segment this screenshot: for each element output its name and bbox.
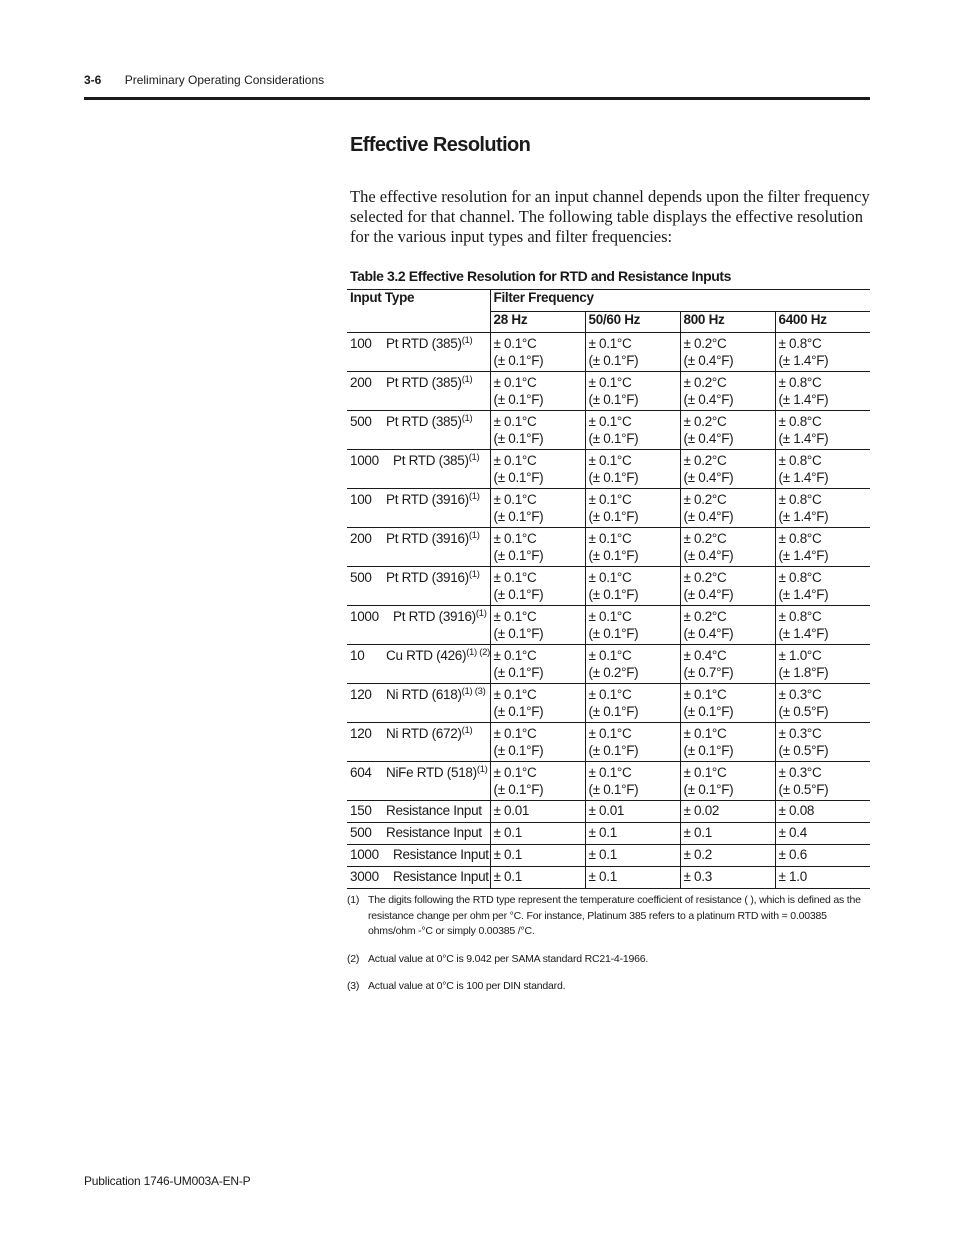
footnote-marker: (3): [347, 980, 360, 992]
resolution-fahrenheit: (± 1.4°F): [778, 508, 829, 524]
resolution-cell: [680, 723, 775, 762]
resolution-celsius: ± 0.2°C: [683, 609, 727, 624]
input-type-cell: [347, 845, 490, 867]
resolution-fahrenheit: (± 0.1°F): [588, 703, 639, 719]
resolution-fahrenheit: (± 0.5°F): [778, 742, 829, 758]
resolution-celsius: ± 0.2°C: [683, 453, 727, 468]
resolution-cell: [775, 801, 870, 823]
resolution-cell: [680, 645, 775, 684]
resolution-celsius: ± 0.1°C: [493, 609, 537, 624]
resolution-celsius: ± 0.3°C: [778, 726, 822, 741]
resolution-celsius: ± 0.8°C: [778, 570, 822, 585]
resolution-celsius: ± 0.1°C: [588, 609, 632, 624]
resolution-cell: [775, 450, 870, 489]
resolution-celsius: ± 0.8°C: [778, 492, 822, 507]
footnote-ref: (1): [468, 452, 480, 463]
column-header-filter-frequency: Filter Frequency: [490, 290, 870, 312]
resolution-cell: [490, 528, 585, 567]
resolution-fahrenheit: (± 1.4°F): [778, 352, 829, 368]
resolution-celsius: ± 0.1°C: [588, 687, 632, 702]
resolution-celsius: ± 0.8°C: [778, 375, 822, 390]
table-row: [347, 606, 870, 645]
resolution-cell: [490, 333, 585, 372]
table-row: [347, 645, 870, 684]
resolution-fahrenheit: (± 0.1°F): [493, 352, 544, 368]
input-type-cell: [347, 823, 490, 845]
input-type-name: Resistance Input: [393, 869, 489, 884]
resolution-cell: [490, 489, 585, 528]
resolution-celsius: ± 0.02: [683, 803, 720, 818]
footnote-ref: (1): [461, 413, 473, 424]
resolution-celsius: ± 0.4: [778, 825, 807, 840]
resolution-cell: [775, 867, 870, 889]
resolution-celsius: ± 0.2°C: [683, 570, 727, 585]
resolution-cell: [680, 801, 775, 823]
resolution-fahrenheit: (± 0.5°F): [778, 781, 829, 797]
resolution-fahrenheit: (± 0.4°F): [683, 508, 734, 524]
resolution-cell: [680, 845, 775, 867]
resolution-celsius: ± 0.1°C: [493, 375, 537, 390]
resolution-cell: [585, 567, 680, 606]
resolution-cell: [775, 372, 870, 411]
resolution-fahrenheit: (± 0.1°F): [493, 742, 544, 758]
column-header-input-type: Input Type: [347, 290, 490, 312]
resolution-celsius: ± 0.1°C: [588, 765, 632, 780]
input-type-name: Pt RTD (385): [386, 336, 462, 351]
resolution-cell: [585, 645, 680, 684]
table-row: [347, 845, 870, 867]
resolution-fahrenheit: (± 0.1°F): [493, 508, 544, 524]
resolution-table: [347, 289, 870, 889]
footnote-ref: (1): [468, 569, 480, 580]
input-type-name: Pt RTD (3916): [386, 531, 469, 546]
resolution-cell: [775, 762, 870, 801]
resolution-fahrenheit: (± 0.1°F): [493, 664, 544, 680]
resolution-fahrenheit: (± 0.4°F): [683, 625, 734, 641]
resolution-fahrenheit: (± 1.4°F): [778, 469, 829, 485]
footnote-text: Actual value at 0°C is 100 per DIN standard.: [368, 980, 566, 992]
resolution-fahrenheit: (± 1.8°F): [778, 664, 829, 680]
resolution-fahrenheit: (± 0.1°F): [493, 547, 544, 563]
input-type-cell: [347, 723, 490, 762]
resolution-fahrenheit: (± 0.1°F): [588, 742, 639, 758]
resolution-cell: [585, 762, 680, 801]
resolution-fahrenheit: (± 0.1°F): [588, 508, 639, 524]
resolution-fahrenheit: (± 0.4°F): [683, 547, 734, 563]
resolution-celsius: ± 0.1°C: [493, 765, 537, 780]
resolution-fahrenheit: (± 0.1°F): [588, 469, 639, 485]
table-row: [347, 823, 870, 845]
resolution-celsius: ± 0.1: [493, 847, 522, 862]
input-type-name: Pt RTD (385): [393, 453, 469, 468]
footnote-ref: (1): [468, 530, 480, 541]
resolution-celsius: ± 0.2°C: [683, 375, 727, 390]
intro-paragraph: The effective resolution for an input channel depends upon the filter frequency selected for that channel. The following table displays the effective resolution for the various input types and filter frequencies:: [350, 187, 870, 246]
resolution-celsius: ± 0.4°C: [683, 648, 727, 663]
resolution-celsius: ± 0.1°C: [588, 531, 632, 546]
table-row: [347, 567, 870, 606]
resolution-cell: [585, 606, 680, 645]
resolution-cell: [585, 723, 680, 762]
resolution-celsius: ± 0.1°C: [493, 492, 537, 507]
resolution-celsius: ± 0.1: [493, 869, 522, 884]
resolution-cell: [490, 762, 585, 801]
table-row: [347, 333, 870, 372]
footnote-marker: (1): [347, 894, 360, 906]
input-type-cell: [347, 489, 490, 528]
resolution-cell: [490, 684, 585, 723]
resolution-cell: [775, 645, 870, 684]
resolution-cell: [680, 450, 775, 489]
resolution-cell: [585, 411, 680, 450]
footnote-ref: (1): [468, 491, 480, 502]
input-type-cell: [347, 567, 490, 606]
input-type-cell: [347, 867, 490, 889]
resolution-cell: [585, 372, 680, 411]
resolution-fahrenheit: (± 1.4°F): [778, 391, 829, 407]
resolution-cell: [775, 411, 870, 450]
resolution-celsius: ± 0.2°C: [683, 492, 727, 507]
resolution-cell: [585, 528, 680, 567]
table-row: [347, 867, 870, 889]
table-row: [347, 411, 870, 450]
resolution-celsius: ± 0.3°C: [778, 687, 822, 702]
resolution-celsius: ± 0.1°C: [493, 687, 537, 702]
resolution-cell: [585, 801, 680, 823]
resolution-fahrenheit: (± 1.4°F): [778, 625, 829, 641]
resolution-celsius: ± 0.1°C: [493, 414, 537, 429]
input-type-cell: [347, 411, 490, 450]
input-type-value: 500: [350, 414, 372, 429]
resolution-cell: [490, 723, 585, 762]
input-type-value: 200: [350, 375, 372, 390]
resolution-fahrenheit: (± 0.2°F): [588, 664, 639, 680]
footnote-ref: (1): [476, 764, 488, 775]
resolution-fahrenheit: (± 0.1°F): [588, 547, 639, 563]
resolution-celsius: ± 0.1: [588, 825, 617, 840]
resolution-fahrenheit: (± 0.1°F): [683, 781, 734, 797]
resolution-celsius: ± 0.1°C: [588, 570, 632, 585]
resolution-celsius: ± 0.8°C: [778, 453, 822, 468]
resolution-celsius: ± 0.1°C: [683, 687, 727, 702]
column-header-blank: [347, 312, 490, 333]
input-type-name: Ni RTD (618): [386, 687, 462, 702]
resolution-celsius: ± 0.1°C: [588, 648, 632, 663]
resolution-celsius: ± 0.3°C: [778, 765, 822, 780]
resolution-fahrenheit: (± 0.1°F): [588, 781, 639, 797]
resolution-celsius: ± 0.2: [683, 847, 712, 862]
resolution-celsius: ± 0.1: [588, 847, 617, 862]
resolution-cell: [585, 684, 680, 723]
resolution-fahrenheit: (± 0.4°F): [683, 430, 734, 446]
resolution-celsius: ± 0.1°C: [588, 492, 632, 507]
resolution-cell: [680, 372, 775, 411]
input-type-name: NiFe RTD (518): [386, 765, 477, 780]
resolution-fahrenheit: (± 0.1°F): [493, 625, 544, 641]
resolution-celsius: ± 0.1°C: [588, 336, 632, 351]
resolution-fahrenheit: (± 0.4°F): [683, 469, 734, 485]
publication-footer: Publication 1746-UM003A-EN-P: [84, 1174, 251, 1188]
resolution-cell: [585, 867, 680, 889]
input-type-value: 10: [350, 648, 365, 663]
resolution-celsius: ± 0.1°C: [493, 336, 537, 351]
input-type-cell: [347, 333, 490, 372]
resolution-celsius: ± 0.8°C: [778, 414, 822, 429]
resolution-celsius: ± 0.6: [778, 847, 807, 862]
resolution-cell: [680, 411, 775, 450]
input-type-name: Pt RTD (385): [386, 375, 462, 390]
resolution-cell: [490, 567, 585, 606]
resolution-celsius: ± 0.2°C: [683, 336, 727, 351]
input-type-value: 100: [350, 492, 372, 507]
input-type-cell: [347, 645, 490, 684]
resolution-celsius: ± 0.08: [778, 803, 815, 818]
input-type-cell: [347, 528, 490, 567]
input-type-name: Cu RTD (426): [386, 648, 467, 663]
resolution-cell: [490, 823, 585, 845]
resolution-fahrenheit: (± 0.1°F): [493, 586, 544, 602]
resolution-cell: [775, 567, 870, 606]
resolution-celsius: ± 0.2°C: [683, 414, 727, 429]
input-type-name: Pt RTD (3916): [386, 570, 469, 585]
input-type-name: Resistance Input: [386, 825, 482, 840]
resolution-celsius: ± 0.1°C: [588, 726, 632, 741]
footnotes: [347, 893, 867, 1007]
resolution-cell: [680, 567, 775, 606]
resolution-fahrenheit: (± 0.1°F): [493, 430, 544, 446]
resolution-fahrenheit: (± 0.1°F): [588, 586, 639, 602]
resolution-celsius: ± 0.1°C: [683, 765, 727, 780]
resolution-cell: [680, 762, 775, 801]
table-body: [347, 333, 870, 889]
resolution-cell: [775, 528, 870, 567]
resolution-cell: [490, 867, 585, 889]
input-type-name: Resistance Input: [393, 847, 489, 862]
input-type-cell: [347, 762, 490, 801]
input-type-cell: [347, 684, 490, 723]
resolution-celsius: ± 0.8°C: [778, 609, 822, 624]
resolution-celsius: ± 0.1: [683, 825, 712, 840]
resolution-fahrenheit: (± 0.1°F): [588, 391, 639, 407]
resolution-celsius: ± 0.01: [493, 803, 530, 818]
footnote: [347, 893, 867, 940]
resolution-fahrenheit: (± 0.1°F): [683, 742, 734, 758]
resolution-fahrenheit: (± 0.1°F): [588, 352, 639, 368]
resolution-celsius: ± 0.8°C: [778, 336, 822, 351]
resolution-cell: [490, 450, 585, 489]
input-type-value: 1000: [350, 453, 379, 468]
running-header: [84, 73, 324, 87]
resolution-fahrenheit: (± 0.1°F): [493, 469, 544, 485]
section-title: Effective Resolution: [350, 134, 531, 156]
resolution-fahrenheit: (± 0.7°F): [683, 664, 734, 680]
resolution-cell: [490, 845, 585, 867]
input-type-cell: [347, 372, 490, 411]
frequency-header: 800 Hz: [680, 312, 775, 333]
table-row: [347, 723, 870, 762]
frequency-header: 28 Hz: [490, 312, 585, 333]
resolution-fahrenheit: (± 1.4°F): [778, 586, 829, 602]
resolution-fahrenheit: (± 0.1°F): [493, 703, 544, 719]
chapter-title: Preliminary Operating Considerations: [124, 73, 325, 87]
frequency-header: 6400 Hz: [775, 312, 870, 333]
footnote-ref: (1) (2): [466, 647, 490, 658]
footnote-text: Actual value at 0°C is 9.042 per SAMA standard RC21-4-1966.: [368, 952, 649, 965]
input-type-name: Pt RTD (3916): [386, 492, 469, 507]
resolution-celsius: ± 0.1°C: [493, 726, 537, 741]
table-row: [347, 489, 870, 528]
input-type-cell: [347, 450, 490, 489]
resolution-cell: [775, 606, 870, 645]
resolution-celsius: ± 0.3: [683, 869, 712, 884]
resolution-cell: [585, 845, 680, 867]
resolution-cell: [775, 823, 870, 845]
frequency-header: 50/60 Hz: [585, 312, 680, 333]
table-row: [347, 528, 870, 567]
footnote-text: The digits following the RTD type represent the temperature coefficient of resistance ( ), which is defined as the resistance change per ohm per °C. For instance, Platinum 385 refers to a platinum RTD with = 0.00385 ohms/ohm -°C or simply 0.00385 /°C.: [368, 894, 861, 937]
footnote: [347, 979, 867, 995]
resolution-celsius: ± 0.1°C: [493, 531, 537, 546]
page-number: 3-6: [84, 73, 102, 87]
resolution-celsius: ± 0.1°C: [588, 414, 632, 429]
resolution-cell: [585, 489, 680, 528]
footnote-ref: (1): [461, 725, 473, 736]
resolution-celsius: ± 0.2°C: [683, 531, 727, 546]
resolution-cell: [680, 823, 775, 845]
table-row: [347, 684, 870, 723]
resolution-celsius: ± 1.0°C: [778, 648, 822, 663]
resolution-celsius: ± 0.1: [588, 869, 617, 884]
resolution-cell: [490, 411, 585, 450]
resolution-fahrenheit: (± 0.1°F): [683, 703, 734, 719]
input-type-value: 150: [350, 803, 372, 818]
footnote-ref: (1) (3): [461, 686, 486, 697]
input-type-value: 100: [350, 336, 372, 351]
input-type-value: 604: [350, 765, 372, 780]
resolution-cell: [585, 823, 680, 845]
resolution-cell: [680, 333, 775, 372]
resolution-fahrenheit: (± 0.1°F): [588, 430, 639, 446]
table-row: [347, 372, 870, 411]
resolution-cell: [680, 606, 775, 645]
resolution-celsius: ± 1.0: [778, 869, 807, 884]
resolution-celsius: ± 0.01: [588, 803, 625, 818]
resolution-cell: [680, 528, 775, 567]
resolution-fahrenheit: (± 0.4°F): [683, 352, 734, 368]
table-row: [347, 801, 870, 823]
input-type-value: 120: [350, 726, 372, 741]
resolution-cell: [490, 606, 585, 645]
input-type-value: 3000: [350, 869, 379, 884]
input-type-name: Pt RTD (385): [386, 414, 462, 429]
input-type-name: Ni RTD (672): [386, 726, 462, 741]
table-caption: Table 3.2 Effective Resolution for RTD and Resistance Inputs: [350, 268, 732, 284]
input-type-value: 500: [350, 570, 372, 585]
footnote-ref: (1): [475, 608, 487, 619]
input-type-value: 500: [350, 825, 372, 840]
resolution-celsius: ± 0.1°C: [493, 648, 537, 663]
footnote-marker: (2): [347, 952, 360, 965]
resolution-cell: [680, 489, 775, 528]
resolution-fahrenheit: (± 0.4°F): [683, 586, 734, 602]
resolution-celsius: ± 0.1°C: [493, 453, 537, 468]
header-rule: [84, 97, 870, 100]
resolution-cell: [490, 372, 585, 411]
resolution-fahrenheit: (± 1.4°F): [778, 430, 829, 446]
input-type-name: Pt RTD (3916): [393, 609, 476, 624]
resolution-cell: [775, 684, 870, 723]
resolution-celsius: ± 0.8°C: [778, 531, 822, 546]
resolution-cell: [680, 684, 775, 723]
resolution-celsius: ± 0.1°C: [493, 570, 537, 585]
resolution-cell: [680, 867, 775, 889]
resolution-fahrenheit: (± 0.1°F): [588, 625, 639, 641]
resolution-cell: [585, 450, 680, 489]
resolution-cell: [775, 333, 870, 372]
resolution-fahrenheit: (± 0.5°F): [778, 703, 829, 719]
table-row: [347, 762, 870, 801]
input-type-name: Resistance Input: [386, 803, 482, 818]
resolution-cell: [775, 723, 870, 762]
table-row: [347, 450, 870, 489]
resolution-cell: [490, 801, 585, 823]
input-type-value: 1000: [350, 609, 379, 624]
resolution-celsius: ± 0.1°C: [588, 375, 632, 390]
input-type-cell: [347, 801, 490, 823]
resolution-fahrenheit: (± 0.1°F): [493, 391, 544, 407]
input-type-value: 120: [350, 687, 372, 702]
footnote: [347, 952, 867, 968]
resolution-cell: [585, 333, 680, 372]
resolution-fahrenheit: (± 1.4°F): [778, 547, 829, 563]
input-type-value: 200: [350, 531, 372, 546]
resolution-celsius: ± 0.1°C: [588, 453, 632, 468]
input-type-value: 1000: [350, 847, 379, 862]
resolution-celsius: ± 0.1°C: [683, 726, 727, 741]
footnote-ref: (1): [461, 335, 473, 346]
resolution-fahrenheit: (± 0.1°F): [493, 781, 544, 797]
resolution-cell: [775, 489, 870, 528]
footnote-ref: (1): [461, 374, 473, 385]
resolution-cell: [490, 645, 585, 684]
input-type-cell: [347, 606, 490, 645]
resolution-cell: [775, 845, 870, 867]
resolution-celsius: ± 0.1: [493, 825, 522, 840]
resolution-fahrenheit: (± 0.4°F): [683, 391, 734, 407]
